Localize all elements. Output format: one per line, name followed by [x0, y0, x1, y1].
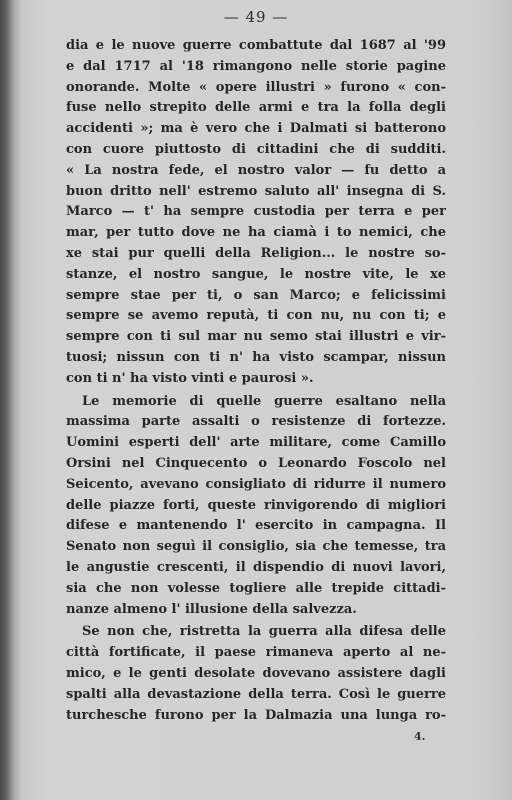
text-line: turchesche furono per la Dalmazia una lunga ro- — [66, 707, 446, 723]
text-line: mico, e le genti desolate dovevano assistere dagli — [66, 665, 446, 681]
paragraph-2 — [66, 392, 446, 621]
text-line: sempre se avemo reputà, ti con nu, nu con ti; e — [66, 308, 446, 324]
body-text — [66, 36, 446, 726]
text-line: Orsini nel Cinquecento o Leonardo Foscolo nel — [66, 455, 446, 471]
text-line: sempre stae per ti, o san Marco; e felicissimi — [66, 287, 446, 303]
text-line: fuse nello strepito delle armi e tra la folla degli — [66, 100, 446, 116]
text-line: stanze, el nostro sangue, le nostre vite, le xe — [66, 266, 446, 282]
text-line: buon dritto nell' estremo saluto all' insegna di S. — [66, 183, 446, 199]
text-line: nanze almeno l' illusione della salvezza. — [66, 601, 357, 617]
text-line: città fortificate, il paese rimaneva aperto al ne- — [66, 645, 446, 661]
text-line: delle piazze forti, queste rinvigorendo di migliori — [66, 497, 446, 513]
text-line: Seicento, avevano consigliato di ridurre il numero — [66, 476, 446, 492]
text-line: tuosi; nissun con ti n' ha visto scampar, nissun — [66, 349, 446, 365]
text-line: Le memorie di quelle guerre esaltano nella — [82, 393, 446, 409]
text-line: « La nostra fede, el nostro valor — fu detto a — [66, 162, 446, 178]
text-line: Uomini esperti dell' arte militare, come Camillo — [66, 435, 446, 451]
text-line: sia che non volesse togliere alle trepide cittadi- — [66, 580, 446, 596]
text-line: Senato non seguì il consiglio, sia che temesse, tra — [66, 539, 446, 555]
text-line: spalti alla devastazione della terra. Così le guerre — [66, 686, 446, 702]
text-line: dia e le nuove guerre combattute dal 1687 al '99 — [66, 38, 446, 53]
text-line: e dal 1717 al '18 rimangono nelle storie pagine — [66, 58, 446, 74]
text-line: Marco — t' ha sempre custodia per terra e per — [66, 204, 446, 220]
text-line: con cuore piuttosto di cittadini che di sudditi. — [66, 141, 446, 157]
text-line: massima parte assalti o resistenze di fortezze. — [66, 414, 446, 430]
signature-mark: 4. — [414, 730, 426, 743]
text-line: Se non che, ristretta la guerra alla difesa delle — [82, 624, 446, 640]
text-line: le angustie crescenti, il dispendio di nuovi lavori, — [66, 559, 446, 575]
text-line: onorande. Molte « opere illustri » furono « con- — [66, 79, 446, 95]
spine-shadow — [0, 0, 14, 800]
text-line: mar, per tutto dove ne ha ciamà i to nemici, che — [66, 225, 446, 241]
paragraph-1 — [66, 36, 446, 390]
text-line: sempre con ti sul mar nu semo stai illustri e vir- — [66, 329, 446, 345]
text-line: accidenti »; ma è vero che i Dalmati si batterono — [66, 121, 446, 137]
text-line: xe stai pur quelli della Religion... le nostre so- — [66, 245, 446, 261]
text-line: con ti n' ha visto vinti e paurosi ». — [66, 370, 314, 386]
paragraph-3 — [66, 622, 446, 726]
page-number: — 49 — — [223, 8, 289, 26]
text-line: difese e mantenendo l' esercito in campagna. Il — [66, 518, 446, 534]
